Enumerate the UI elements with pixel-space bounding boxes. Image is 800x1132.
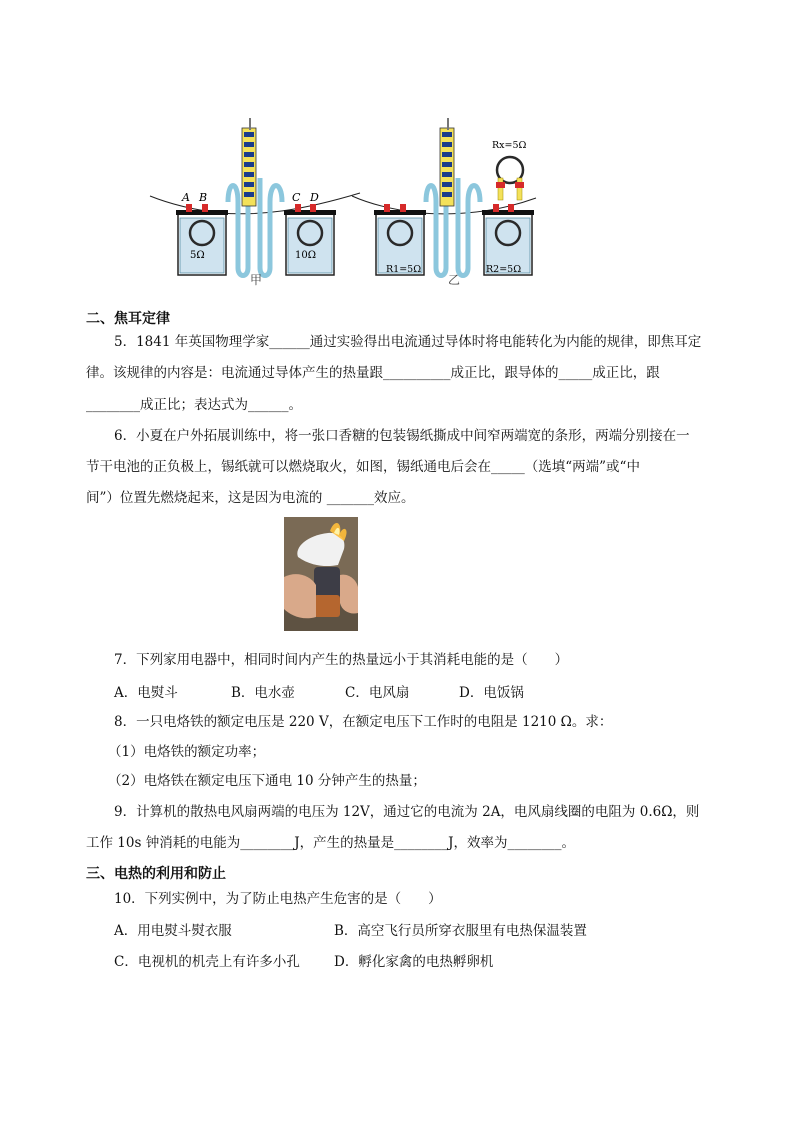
q10-option-a: A．用电熨斗熨衣服 bbox=[114, 923, 232, 939]
caption-yi: 乙 bbox=[448, 273, 461, 287]
label-r1: R1=5Ω bbox=[386, 264, 422, 275]
q5-line2: 律。该规律的内容是：电流通过导体产生的热量跟__________成正比，跟导体的_____成正比，跟 bbox=[86, 365, 660, 381]
label-B: B bbox=[199, 191, 208, 204]
q6-line1: 6．小夏在户外拓展训练中，将一张口香糖的包装锡纸撕成中间窄两端宽的条形，两端分别接在一 bbox=[114, 428, 690, 444]
q5-line3: ________成正比；表达式为______。 bbox=[86, 397, 302, 413]
q9-line2: 工作 10s 钟消耗的电能为________J，产生的热量是________J，效率为________。 bbox=[86, 835, 576, 851]
caption-jia: 甲 bbox=[250, 273, 263, 287]
q10-option-b: B．高空飞行员所穿衣服里有电热保温装置 bbox=[334, 923, 587, 939]
label-r2: R2=5Ω bbox=[486, 264, 522, 275]
q8-stem: 8．一只电烙铁的额定电压是 220 V，在额定电压下工作时的电阻是 1210 Ω。求： bbox=[114, 714, 613, 730]
label-D: D bbox=[310, 191, 319, 204]
joule-experiment-figure bbox=[140, 118, 540, 288]
label-left-resistance: 5Ω bbox=[190, 250, 205, 261]
q5-line1: 5．1841 年英国物理学家______通过实验得出电流通过导体时将电能转化为内能的规律，即焦耳定 bbox=[114, 334, 702, 350]
q8-part1: （1）电烙铁的额定功率； bbox=[108, 744, 266, 760]
q6-line2: 节干电池的正负极上，锡纸就可以燃烧取火，如图，锡纸通电后会在_____（选填“两端”或“中 bbox=[86, 459, 640, 475]
q7-stem: 7．下列家用电器中，相同时间内产生的热量远小于其消耗电能的是（ ） bbox=[114, 652, 569, 668]
label-A: A bbox=[182, 191, 190, 204]
q10-option-d: D．孵化家禽的电热孵卵机 bbox=[334, 954, 494, 970]
label-rx: Rx=5Ω bbox=[492, 140, 527, 151]
q7-option-d: D．电饭锅 bbox=[459, 685, 524, 701]
q10-stem: 10．下列实例中，为了防止电热产生危害的是（ ） bbox=[114, 891, 442, 907]
q8-part2: （2）电烙铁在额定电压下通电 10 分钟产生的热量； bbox=[108, 773, 426, 789]
q7-option-c: C．电风扇 bbox=[345, 685, 410, 701]
label-right-resistance: 10Ω bbox=[295, 250, 317, 261]
q6-line3: 间”）位置先燃烧起来，这是因为电流的 _______效应。 bbox=[86, 490, 415, 506]
q10-option-c: C．电视机的机壳上有许多小孔 bbox=[114, 954, 300, 970]
burning-foil-photo bbox=[284, 517, 358, 631]
label-C: C bbox=[292, 191, 301, 204]
q7-option-b: B．电水壶 bbox=[231, 685, 295, 701]
section-heading-heat-use: 三、电热的利用和防止 bbox=[86, 866, 226, 882]
section-heading-joule-law: 二、焦耳定律 bbox=[86, 311, 170, 327]
q9-line1: 9．计算机的散热电风扇两端的电压为 12V，通过它的电流为 2A，电风扇线圈的电阻为 0.6Ω，则 bbox=[114, 804, 700, 820]
q7-option-a: A．电熨斗 bbox=[114, 685, 178, 701]
